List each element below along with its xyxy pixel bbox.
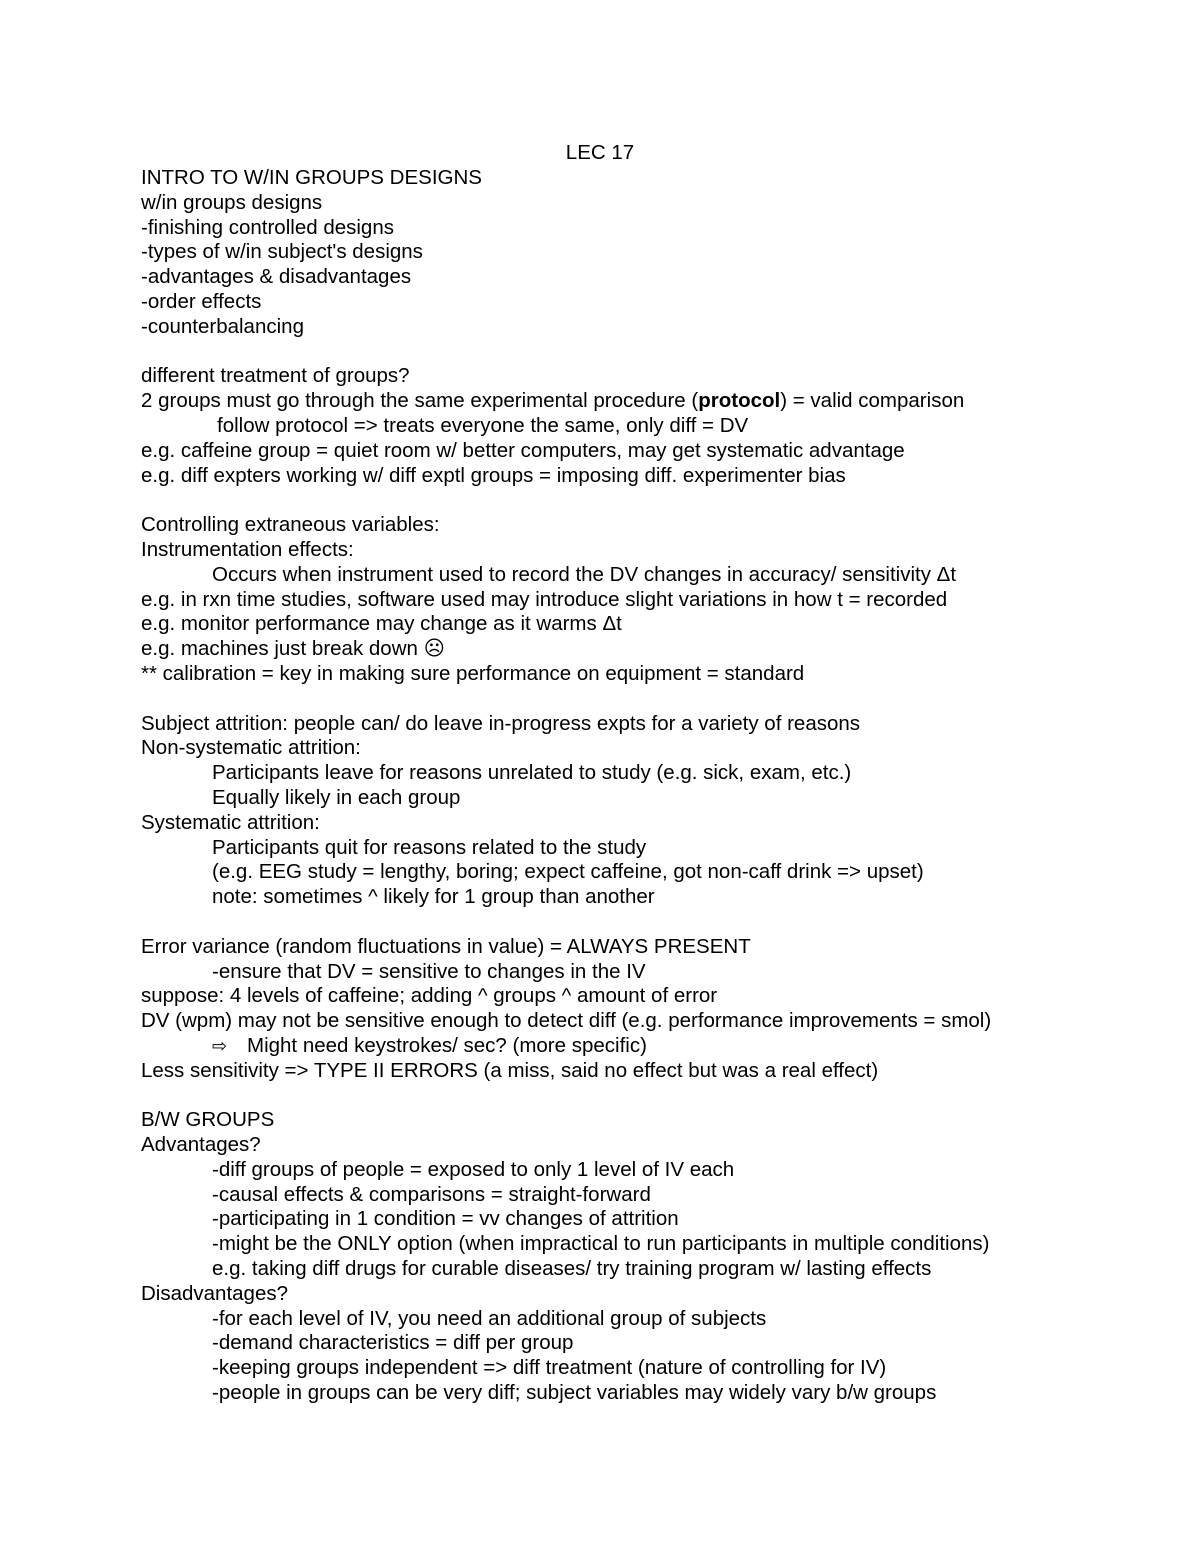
indented-line: -demand characteristics = diff per group	[212, 1331, 574, 1355]
indented-line: note: sometimes ^ likely for 1 group than another	[212, 885, 655, 909]
blank-line	[141, 687, 1141, 712]
text-line: Systematic attrition:	[141, 810, 320, 834]
indented-line: -participating in 1 condition = vv changes of attrition	[212, 1207, 679, 1231]
indented-line: Equally likely in each group	[212, 785, 461, 809]
text-line: Non-systematic attrition:	[141, 736, 361, 760]
indented-line: -for each level of IV, you need an additional group of subjects	[212, 1306, 767, 1330]
blank-line	[141, 910, 1141, 935]
text-line: Error variance (random fluctuations in value) = ALWAYS PRESENT	[141, 934, 751, 958]
indented-line: -ensure that DV = sensitive to changes in the IV	[212, 959, 646, 983]
section-heading: INTRO TO W/IN GROUPS DESIGNS	[141, 166, 482, 189]
bullet-line: -finishing controlled designs	[141, 215, 394, 239]
example-line: e.g. diff expters working w/ diff exptl groups = imposing diff. experimenter bias	[141, 463, 846, 487]
example-line: e.g. machines just break down ☹	[141, 637, 445, 661]
indented-line: -keeping groups independent => diff treatment (nature of controlling for IV)	[212, 1356, 887, 1380]
indented-line: Occurs when instrument used to record the DV changes in accuracy/ sensitivity Δt	[212, 562, 957, 586]
text-line: w/in groups designs	[141, 190, 323, 214]
indented-line: (e.g. EEG study = lengthy, boring; expect caffeine, got non-caff drink => upset)	[212, 860, 924, 884]
blank-line	[141, 340, 1141, 365]
blank-line	[141, 488, 1141, 513]
text-line: suppose: 4 levels of caffeine; adding ^ groups ^ amount of error	[141, 984, 718, 1008]
bullet-line: -advantages & disadvantages	[141, 265, 412, 289]
example-line: e.g. caffeine group = quiet room w/ better computers, may get systematic advantage	[141, 438, 905, 462]
text-line	[141, 389, 1141, 414]
document-body	[141, 166, 1141, 1406]
bullet-line: -counterbalancing	[141, 314, 304, 338]
indented-line: Participants quit for reasons related to the study	[212, 835, 647, 859]
bullet-line: -types of w/in subject's designs	[141, 240, 423, 264]
bold-term: protocol	[698, 389, 781, 413]
indented-line: -diff groups of people = exposed to only 1 level of IV each	[212, 1157, 735, 1181]
indented-line: -might be the ONLY option (when impractical to run participants in multiple conditions)	[212, 1232, 990, 1256]
text-line: Controlling extraneous variables:	[141, 513, 440, 537]
text-line: Subject attrition: people can/ do leave in-progress expts for a variety of reasons	[141, 711, 861, 735]
arrow-line	[141, 1034, 1141, 1059]
text-line: Instrumentation effects:	[141, 537, 354, 561]
arrow-right-icon: ⇨	[212, 1035, 228, 1056]
indented-line: Participants leave for reasons unrelated to study (e.g. sick, exam, etc.)	[212, 761, 852, 785]
example-line: e.g. monitor performance may change as it warms Δt	[141, 612, 622, 636]
page-title: LEC 17	[565, 141, 635, 164]
note-line: ** calibration = key in making sure performance on equipment = standard	[141, 661, 805, 685]
text-line: different treatment of groups?	[141, 364, 410, 388]
text-span: 2 groups must go through the same experimental procedure (	[141, 389, 699, 413]
text-line: Advantages?	[141, 1133, 261, 1157]
text-span: Might need keystrokes/ sec? (more specific)	[247, 1033, 647, 1057]
indented-line: e.g. taking diff drugs for curable diseases/ try training program w/ lasting effects	[212, 1257, 932, 1281]
text-line: Less sensitivity => TYPE II ERRORS (a miss, said no effect but was a real effect)	[141, 1058, 879, 1082]
bullet-line: -order effects	[141, 289, 262, 313]
indented-line: follow protocol => treats everyone the same, only diff = DV	[217, 413, 749, 437]
text-span: ) = valid comparison	[780, 389, 965, 413]
blank-line	[141, 1083, 1141, 1108]
indented-line: -causal effects & comparisons = straight-forward	[212, 1182, 651, 1206]
example-line: e.g. in rxn time studies, software used may introduce slight variations in how t = recorded	[141, 587, 948, 611]
text-line: Disadvantages?	[141, 1281, 289, 1305]
section-heading: B/W GROUPS	[141, 1108, 275, 1132]
text-line: DV (wpm) may not be sensitive enough to detect diff (e.g. performance improvements = smol)	[141, 1009, 992, 1033]
indented-line: -people in groups can be very diff; subject variables may widely vary b/w groups	[212, 1381, 937, 1405]
